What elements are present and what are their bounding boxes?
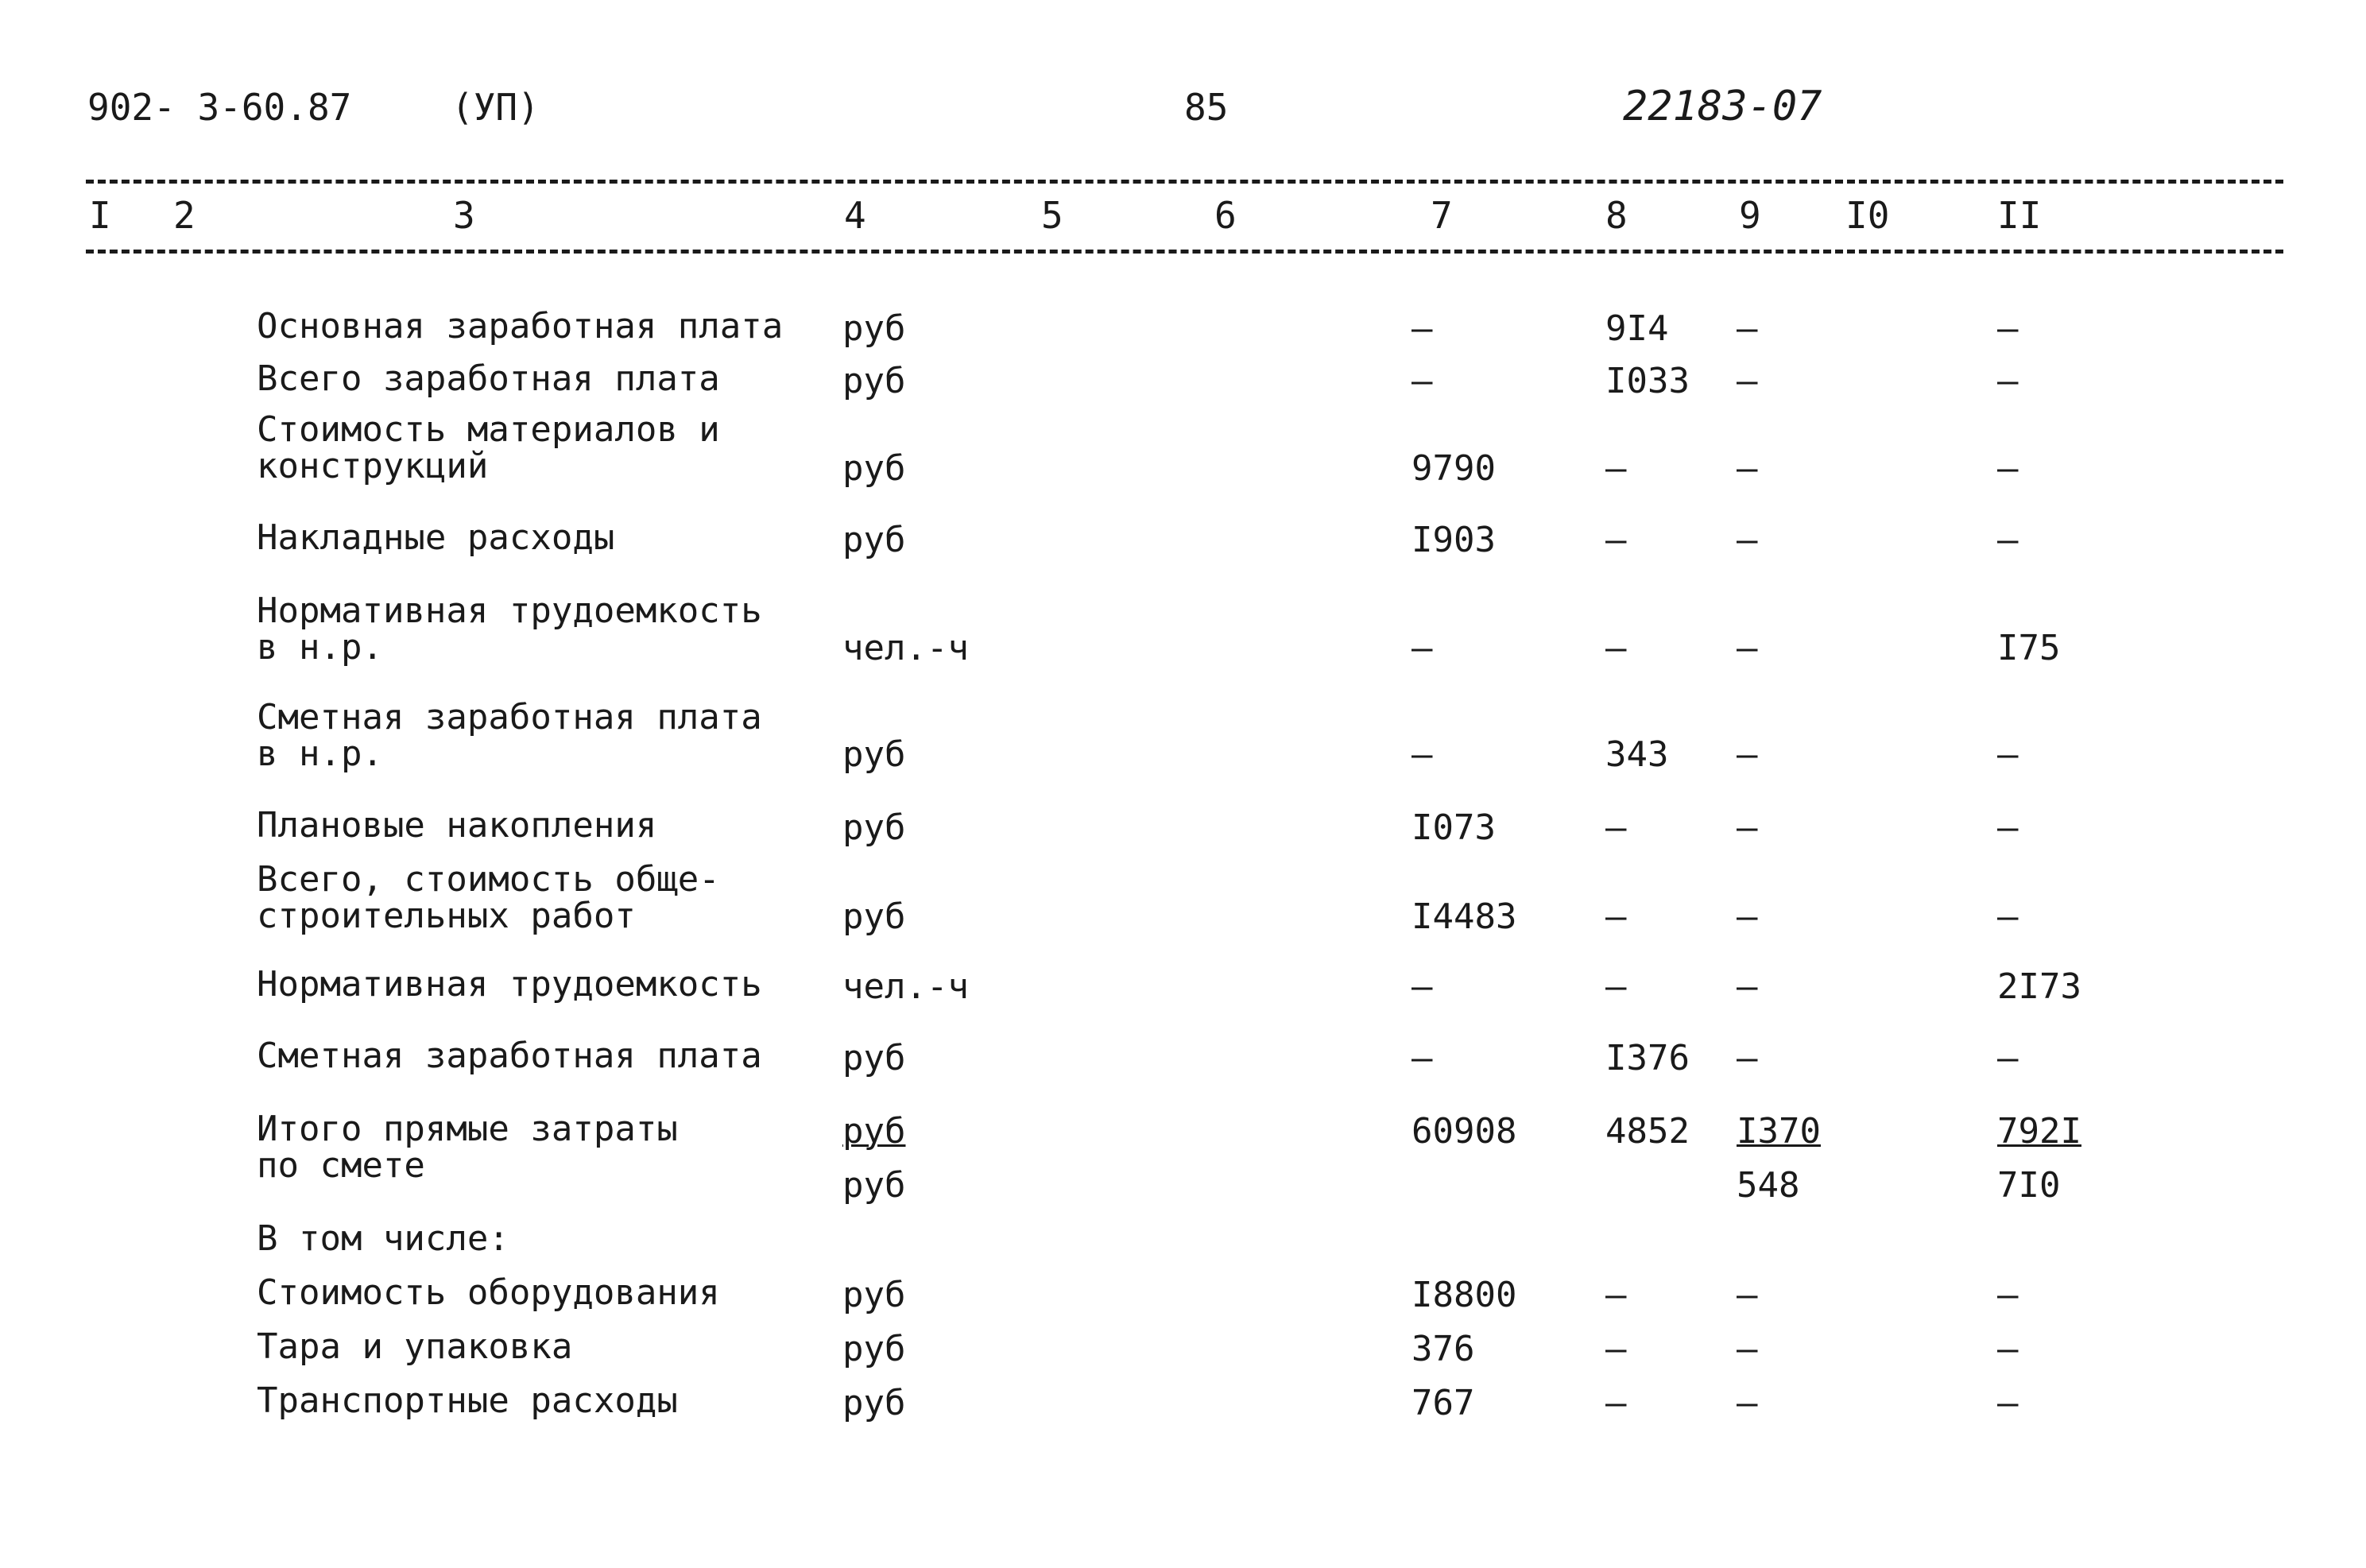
row-unit: руб: [842, 361, 906, 401]
header-divider-top: [86, 180, 2283, 184]
cell-col11: 792I: [1997, 1111, 2081, 1152]
cell-col11: –: [1997, 1038, 2019, 1078]
doc-number: 22183-07: [1623, 83, 1822, 130]
cell-col8: –: [1605, 1329, 1627, 1369]
row-unit: руб: [842, 308, 906, 349]
cell-col11: –: [1997, 1329, 2019, 1369]
row-label-labor-intensity-nr: Нормативная трудоемкость в н.р.: [257, 590, 762, 668]
row-unit: руб: [842, 1111, 906, 1152]
column-number-4: 4: [844, 194, 866, 237]
cell-col9: –: [1737, 966, 1758, 1007]
row-label-estimated-wage: Сметная заработная плата: [257, 1036, 762, 1076]
row-unit: чел.-ч: [842, 966, 969, 1007]
column-number-7: 7: [1431, 194, 1453, 237]
column-number-9: 9: [1739, 194, 1761, 237]
row-unit-secondary: руб: [842, 1165, 906, 1206]
row-label-direct-costs-total: Итого прямые затраты по смете: [257, 1109, 678, 1186]
doc-tag: (УП): [451, 86, 540, 129]
cell-col11: –: [1997, 1383, 2019, 1423]
cell-col11: 2I73: [1997, 966, 2081, 1007]
cell-col9: –: [1737, 361, 1758, 401]
cell-col8: –: [1605, 1383, 1627, 1423]
cell-col8: –: [1605, 896, 1627, 937]
header-divider-bottom: [86, 250, 2283, 254]
row-unit: руб: [842, 448, 906, 489]
row-unit: руб: [842, 520, 906, 560]
cell-col9: –: [1737, 1038, 1758, 1078]
row-label-total-wage: Всего заработная плата: [257, 358, 720, 399]
row-unit: чел.-ч: [842, 628, 969, 668]
row-label-packaging: Тара и упаковка: [257, 1326, 573, 1367]
column-number-1: I: [89, 194, 111, 237]
cell-col8: I376: [1605, 1038, 1690, 1078]
cell-col11: –: [1997, 448, 2019, 489]
cell-col11: –: [1997, 361, 2019, 401]
cell-col7: –: [1411, 734, 1433, 775]
cell-col9: –: [1737, 1329, 1758, 1369]
cell-col8: 4852: [1605, 1111, 1690, 1152]
cell-col9-secondary: 548: [1737, 1165, 1800, 1206]
cell-col7: I903: [1411, 520, 1496, 560]
cell-col7: –: [1411, 966, 1433, 1007]
page-number: 85: [1184, 86, 1229, 129]
cell-col9: –: [1737, 520, 1758, 560]
cell-col9: –: [1737, 628, 1758, 668]
row-label-equipment-cost: Стоимость оборудования: [257, 1272, 720, 1313]
row-label-planned-savings: Плановые накопления: [257, 805, 657, 846]
cell-col11: –: [1997, 896, 2019, 937]
column-number-5: 5: [1041, 194, 1063, 237]
cell-col7: –: [1411, 1038, 1433, 1078]
row-label-transport-costs: Транспортные расходы: [257, 1380, 678, 1421]
cell-col7: 9790: [1411, 448, 1496, 489]
cell-col11-secondary: 7I0: [1997, 1165, 2061, 1206]
cell-col8: –: [1605, 448, 1627, 489]
cell-col7: –: [1411, 308, 1433, 349]
row-label-materials-cost: Стоимость материалов и конструкций: [257, 409, 720, 486]
cell-col11: –: [1997, 308, 2019, 349]
column-number-8: 8: [1605, 194, 1628, 237]
cell-col8: –: [1605, 807, 1627, 848]
row-label-total-construction: Всего, стоимость обще- строительных работ: [257, 859, 720, 936]
cell-col7: I4483: [1411, 896, 1517, 937]
cell-col7: 767: [1411, 1383, 1475, 1423]
cell-col7: I073: [1411, 807, 1496, 848]
doc-code: 902- 3-60.87: [87, 86, 352, 129]
cell-col11: –: [1997, 1275, 2019, 1315]
cell-col9: –: [1737, 896, 1758, 937]
cell-col9: –: [1737, 448, 1758, 489]
cell-col11: –: [1997, 734, 2019, 775]
row-label-overhead: Накладные расходы: [257, 517, 615, 558]
row-label-labor-intensity: Нормативная трудоемкость: [257, 964, 762, 1005]
cell-col9: –: [1737, 1383, 1758, 1423]
cell-col9: –: [1737, 734, 1758, 775]
column-number-10: I0: [1845, 194, 1890, 237]
cell-col8: –: [1605, 1275, 1627, 1315]
row-unit: руб: [842, 807, 906, 848]
cell-col7: I8800: [1411, 1275, 1517, 1315]
row-label-estimated-wage-nr: Сметная заработная плата в н.р.: [257, 697, 762, 774]
cell-col7: –: [1411, 628, 1433, 668]
cell-col9: –: [1737, 308, 1758, 349]
cell-col8: 9I4: [1605, 308, 1669, 349]
column-number-2: 2: [173, 194, 196, 237]
cell-col8: –: [1605, 966, 1627, 1007]
cell-col9: –: [1737, 807, 1758, 848]
column-number-3: 3: [453, 194, 475, 237]
row-unit: руб: [842, 734, 906, 775]
row-unit: руб: [842, 896, 906, 937]
column-number-6: 6: [1214, 194, 1237, 237]
cell-col11: –: [1997, 807, 2019, 848]
row-label-including: В том числе:: [257, 1218, 509, 1259]
row-unit: руб: [842, 1329, 906, 1369]
cell-col8: –: [1605, 628, 1627, 668]
cell-col7: 60908: [1411, 1111, 1517, 1152]
cell-col9: –: [1737, 1275, 1758, 1315]
cell-col7: –: [1411, 361, 1433, 401]
cell-col11: I75: [1997, 628, 2061, 668]
cell-col9: I370: [1737, 1111, 1821, 1152]
cell-col8: I033: [1605, 361, 1690, 401]
row-unit: руб: [842, 1275, 906, 1315]
cell-col8: 343: [1605, 734, 1669, 775]
cell-col7: 376: [1411, 1329, 1475, 1369]
row-unit: руб: [842, 1383, 906, 1423]
cell-col8: –: [1605, 520, 1627, 560]
row-label-basic-wage: Основная заработная плата: [257, 306, 784, 347]
row-unit: руб: [842, 1038, 906, 1078]
column-number-11: II: [1997, 194, 2042, 237]
cell-col11: –: [1997, 520, 2019, 560]
